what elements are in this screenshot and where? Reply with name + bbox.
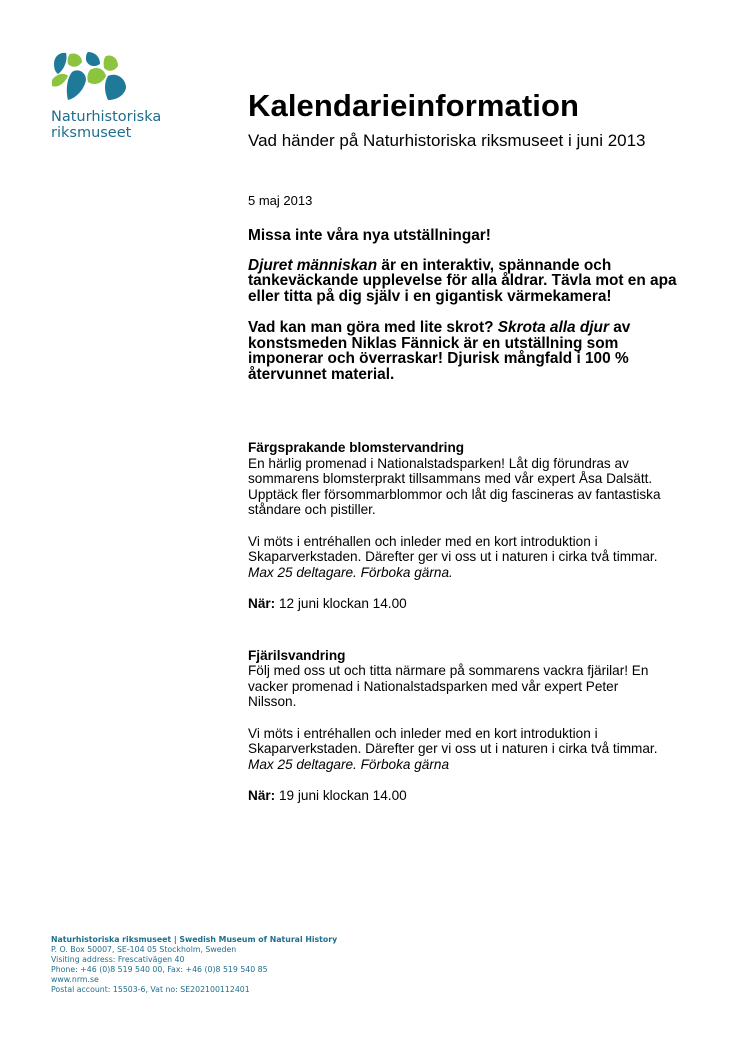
footer [51, 935, 337, 995]
event-meeting-text: Vi möts i entréhallen och inleder med en kort introduktion i Skaparverkstaden. Därefter ger vi oss ut i naturen i cirka två timmar. [248, 725, 658, 757]
event-when-value: 19 juni klockan 14.00 [275, 787, 407, 803]
logo-wordmark [51, 109, 161, 141]
lead-section [248, 228, 678, 398]
page-title: Kalendarieinformation [248, 88, 580, 123]
event-booking-note: Max 25 deltagare. Förboka gärna [248, 756, 450, 772]
event-booking-note: Max 25 deltagare. Förboka gärna. [248, 564, 453, 580]
exhibition-name-1: Djuret människan [248, 256, 378, 274]
lead-paragraph-2-start: Vad kan man göra med lite skrot? [248, 319, 498, 336]
logo-line-1: Naturhistoriska [51, 109, 162, 125]
event-title: Färgsprakande blomstervandring [248, 440, 465, 455]
event-when [248, 788, 668, 804]
page-subtitle: Vad händer på Naturhistoriska riksmuseet i juni 2013 [248, 131, 646, 150]
footer-address: P. O. Box 50007, SE-104 05 Stockholm, Sweden [51, 945, 237, 954]
event-when-value: 12 juni klockan 14.00 [275, 595, 407, 611]
logo-mark-icon [50, 50, 130, 102]
event-meeting-info [248, 726, 668, 773]
museum-logo [50, 50, 180, 102]
event-title: Fjärilsvandring [248, 647, 346, 663]
event-meeting-text: Vi möts i entréhallen och inleder med en kort introduktion i Skaparverkstaden. Därefter ger vi oss ut i naturen i cirka två timmar. [248, 533, 658, 565]
event-description: Följ med oss ut och titta närmare på sommarens vackra fjärilar! En vacker promenad i Nationalstadsparken med vår expert Peter Nilsson. [248, 663, 649, 710]
footer-org: Naturhistoriska riksmuseet | Swedish Museum of Natural History [51, 935, 338, 944]
event-item [248, 440, 668, 612]
lead-heading: Missa inte våra nya utställningar! [248, 227, 491, 244]
event-meeting-info [248, 534, 668, 581]
lead-paragraph-1-text: är en interaktiv, spännande och tankeväckande upplevelse för alla åldrar. Tävla mot en apa eller titta på dig själv i en gigantisk värmekamera! [248, 256, 677, 305]
event-when [248, 596, 668, 612]
event-description: En härlig promenad i Nationalstadsparken! Låt dig förundras av sommarens blomsterprakt tillsammans med vår expert Åsa Dalsätt. Upptäck fler försommarblommor och låt dig fascineras av fantastiska ståndare och pistiller. [248, 455, 661, 518]
footer-web-link[interactable]: www.nrm.se [51, 975, 99, 984]
footer-visiting: Visiting address: Frescativägen 40 [51, 955, 185, 964]
events-list [248, 440, 668, 839]
logo-line-2: riksmuseet [51, 125, 132, 141]
event-item [248, 648, 668, 804]
event-when-label: När: [248, 595, 276, 611]
footer-phone: Phone: +46 (0)8 519 540 00, Fax: +46 (0)8 519 540 85 [51, 965, 268, 974]
event-when-label: När: [248, 787, 276, 803]
publish-date: 5 maj 2013 [248, 193, 313, 208]
lead-paragraph-2 [248, 320, 678, 382]
lead-paragraph-1 [248, 258, 678, 305]
footer-postal: Postal account: 15503-6, Vat no: SE202100112401 [51, 985, 250, 994]
lead-paragraph-2-text: av konstsmeden Niklas Fännick är en utställning som imponerar och överraskar! Djurisk mångfald i 100 % återvunnet material. [248, 319, 631, 383]
exhibition-name-2: Skrota alla djur [497, 319, 609, 336]
